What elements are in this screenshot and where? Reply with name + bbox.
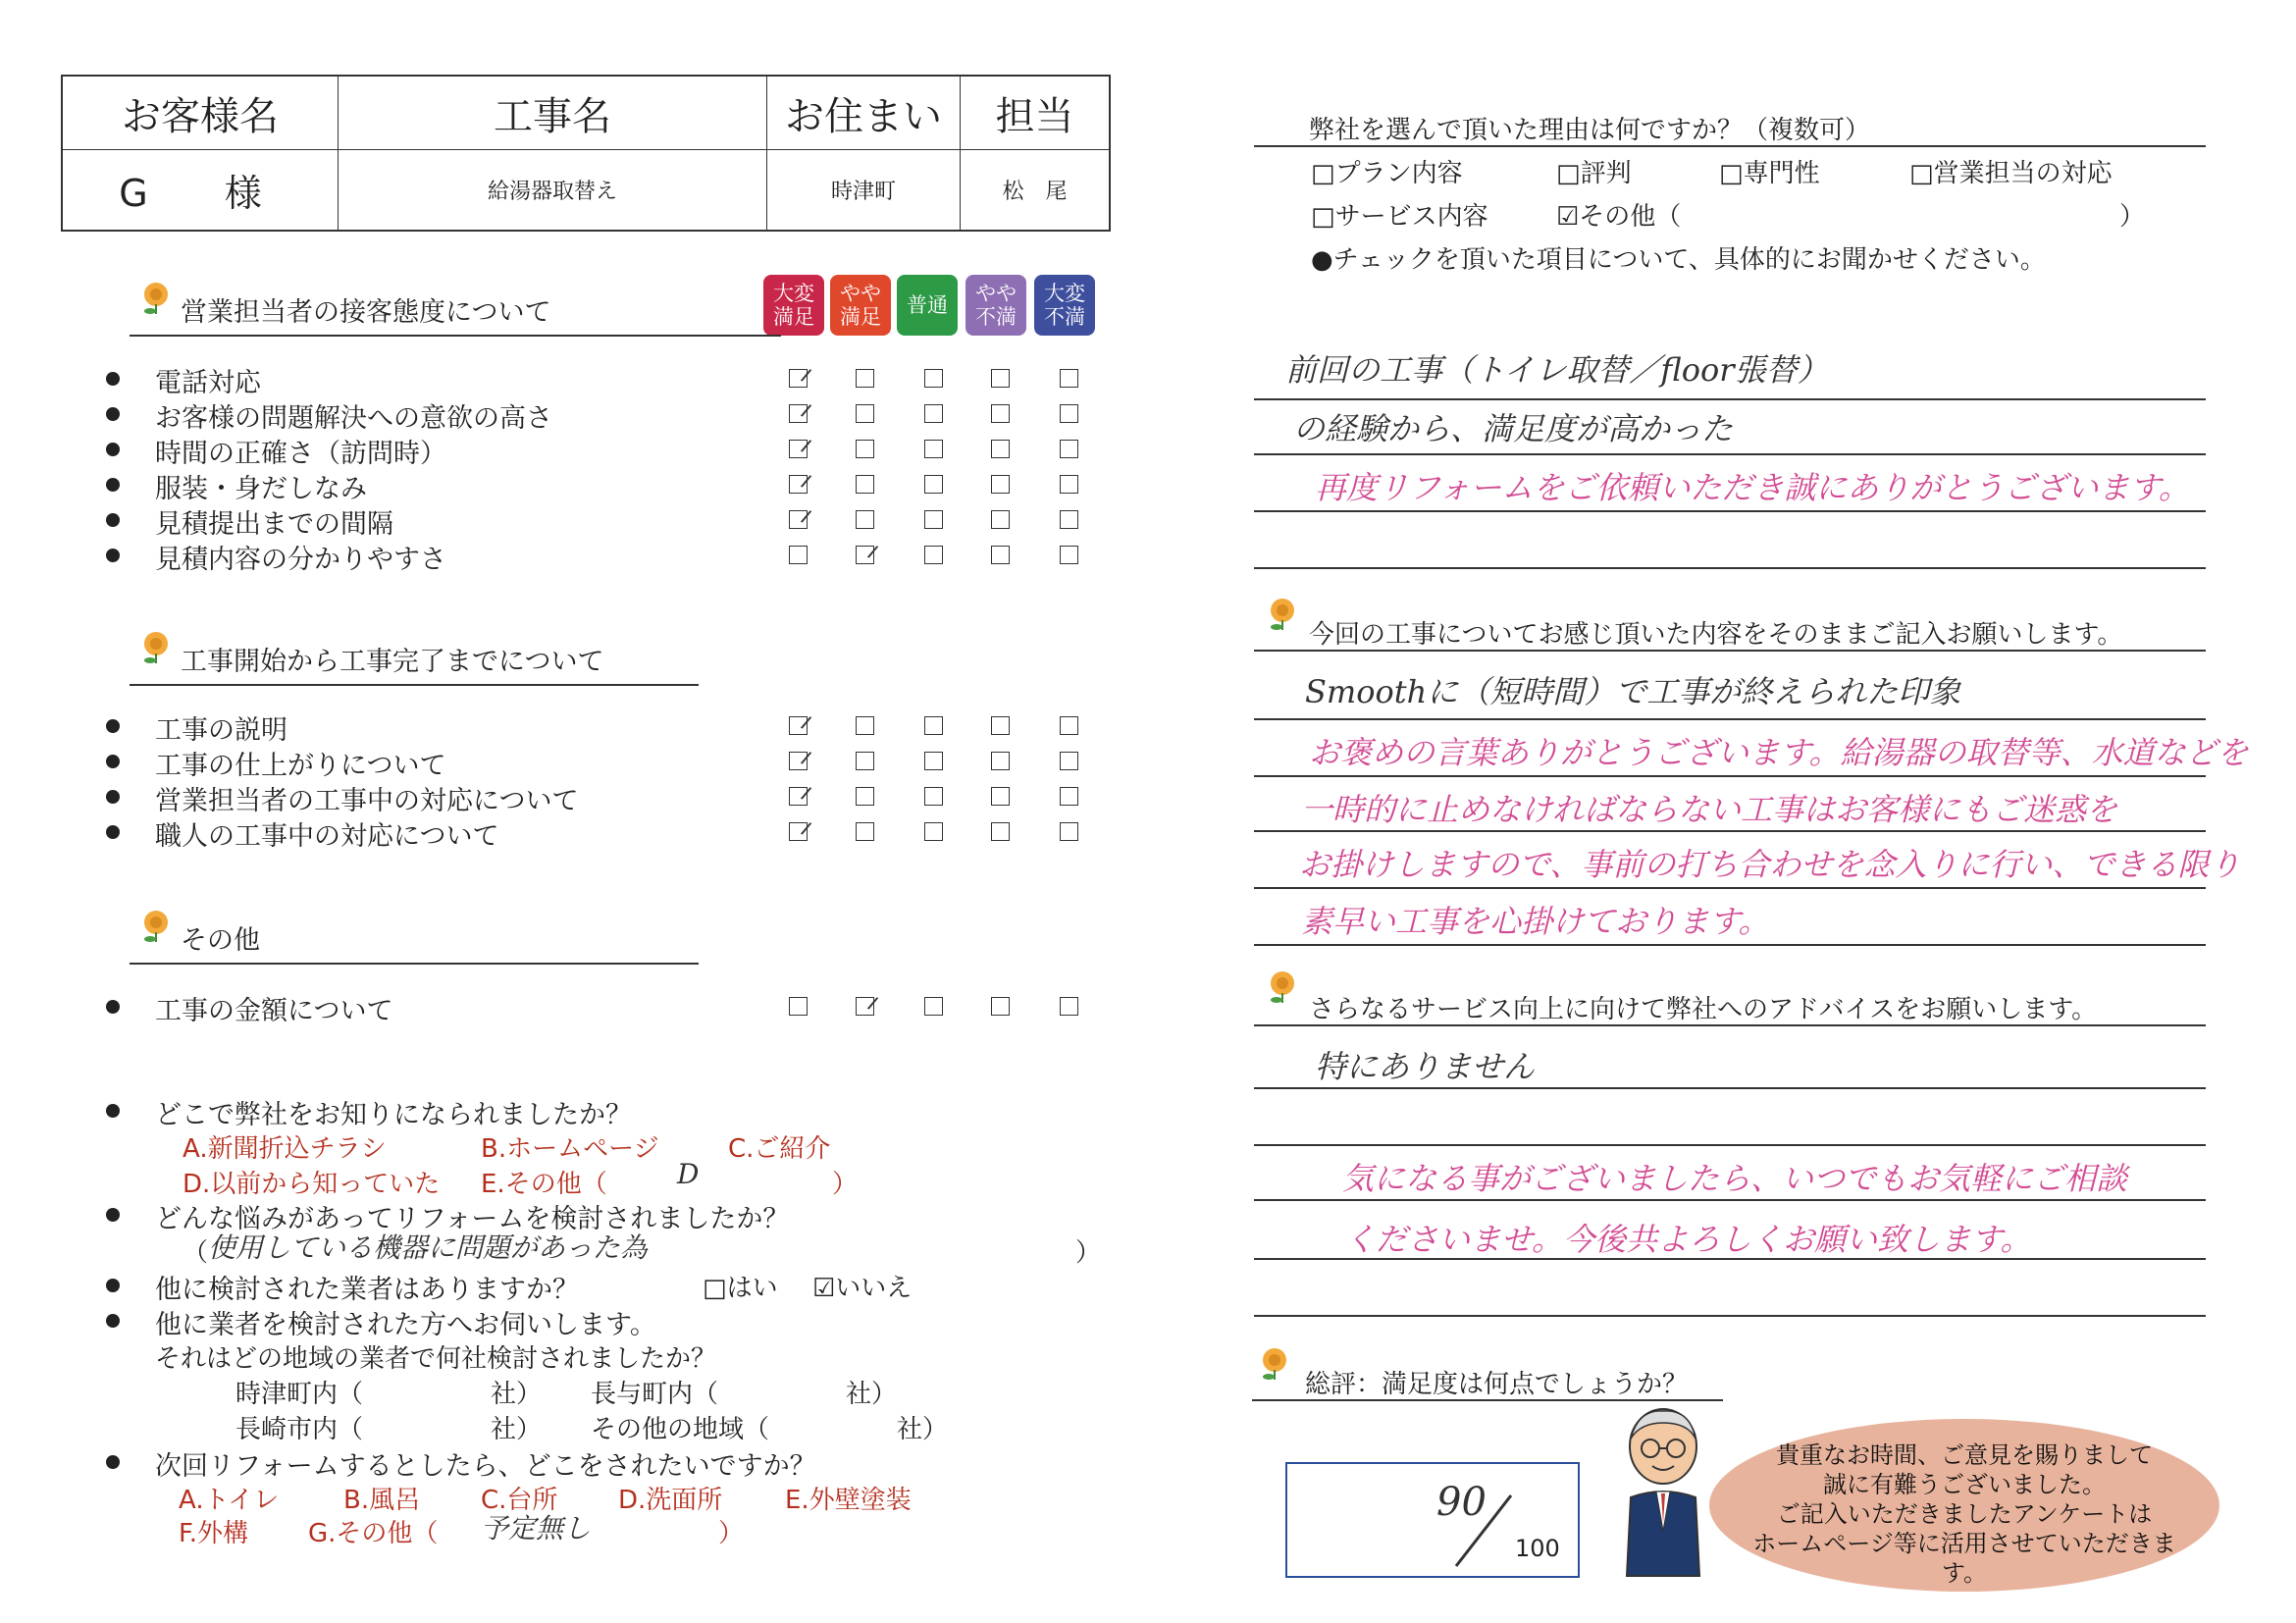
work-name: 給湯器取替え xyxy=(339,150,767,232)
thanks-message-bubble xyxy=(1709,1419,2219,1592)
reason-reply: 再度リフォームをご依頼いただき誠にありがとうございます。 xyxy=(1315,469,2190,506)
rating-checkbox[interactable] xyxy=(789,752,808,770)
reason-review: □評判 xyxy=(1556,159,1632,188)
rating-checkbox[interactable] xyxy=(789,787,808,806)
rating-checkbox[interactable] xyxy=(1060,752,1078,770)
divider xyxy=(1254,1024,2206,1026)
answer-line xyxy=(1254,567,2206,569)
score-slash xyxy=(1450,1492,1519,1570)
reason-plan: □プラン内容 xyxy=(1311,159,1463,188)
rating-checkbox[interactable] xyxy=(856,716,874,735)
rating-checkbox[interactable] xyxy=(856,752,874,770)
rating-checkbox[interactable] xyxy=(856,475,874,494)
rating-checkbox[interactable] xyxy=(1060,510,1078,529)
option-referral: C.ご紹介 xyxy=(728,1134,831,1164)
answer-line xyxy=(1254,775,2206,777)
rating-badge-4: やや 不満 xyxy=(965,275,1026,336)
customer-name: G 様 xyxy=(62,150,339,232)
rating-row-label: 服装・身だしなみ xyxy=(155,474,367,504)
rating-checkbox[interactable] xyxy=(856,404,874,423)
rating-checkbox[interactable] xyxy=(856,510,874,529)
rating-checkbox[interactable] xyxy=(856,369,874,388)
answer-reform-reason: 使用している機器に問題があった為 xyxy=(208,1231,648,1264)
answer-line xyxy=(1254,1315,2206,1317)
rating-row-label: 職人の工事中の対応について xyxy=(155,821,499,852)
answer-line xyxy=(1254,718,2206,720)
area-nagasaki: 長崎市内（ 社） xyxy=(235,1415,543,1444)
impression-reply-line2: 一時的に止めなければならない工事はお客様にもご迷惑を xyxy=(1301,791,2118,828)
answer-next-other: 予定無し xyxy=(481,1512,592,1544)
rating-checkbox[interactable] xyxy=(991,440,1010,458)
rating-checkbox[interactable] xyxy=(1060,440,1078,458)
impression-reply-line4: 素早い工事を心掛けております。 xyxy=(1301,903,1770,940)
rating-checkbox[interactable] xyxy=(991,475,1010,494)
reason-detail-question: ●チェックを頂いた項目について、具体的にお聞かせください。 xyxy=(1311,245,2046,275)
rating-row-label: 営業担当者の工事中の対応について xyxy=(155,786,579,816)
answer-line xyxy=(1254,1087,2206,1089)
advice-answer: 特にありません xyxy=(1315,1048,1536,1085)
thanks-line3: ご記入いただきましたアンケートは xyxy=(1776,1500,2153,1528)
rating-row-label: 工事の金額について xyxy=(155,996,393,1026)
header-work-label: 工事名 xyxy=(339,76,767,150)
area-togitsu: 時津町内（ 社） xyxy=(235,1380,543,1409)
answer-line xyxy=(1254,1258,2206,1260)
rating-checkbox[interactable] xyxy=(924,404,943,423)
advice-question: さらなるサービス向上に向けて弊社へのアドバイスをお願いします。 xyxy=(1309,995,2098,1024)
rating-checkbox[interactable] xyxy=(991,546,1010,564)
rating-row-label: 工事の仕上がりについて xyxy=(155,751,446,781)
answer-line xyxy=(1254,453,2206,455)
rating-checkbox[interactable] xyxy=(1060,822,1078,841)
answer-line xyxy=(1254,830,2206,832)
rating-badge-2: やや 満足 xyxy=(830,275,891,336)
impression-answer: Smoothに（短時間）で工事が終えられた印象 xyxy=(1305,673,1961,710)
reason-question: 弊社を選んで頂いた理由は何ですか？（複数可） xyxy=(1309,116,1871,145)
reason-open-paren: （ xyxy=(183,1238,209,1268)
answer-line xyxy=(1254,510,2206,512)
impression-question: 今回の工事についてお感じ頂いた内容をそのままご記入お願いします。 xyxy=(1309,620,2123,650)
rating-badge-5: 大変 不満 xyxy=(1034,275,1095,336)
rating-row-label: 工事の説明 xyxy=(155,715,287,746)
rating-checkbox[interactable] xyxy=(924,510,943,529)
area-nagayo: 長与町内（ 社） xyxy=(591,1380,898,1409)
impression-reply-line1: お褒めの言葉ありがとうございます。給湯器の取替等、水道などを xyxy=(1309,734,2249,771)
rating-checkbox[interactable] xyxy=(924,546,943,564)
rating-checkbox[interactable] xyxy=(991,716,1010,735)
rating-checkbox[interactable] xyxy=(924,440,943,458)
thanks-line1: 貴重なお時間、ご意見を賜りまして xyxy=(1776,1441,2153,1469)
reason-expert: □専門性 xyxy=(1719,159,1820,188)
rating-checkbox[interactable] xyxy=(789,997,808,1016)
rating-checkbox[interactable] xyxy=(991,369,1010,388)
score-max: 100 xyxy=(1515,1535,1560,1562)
flower-icon xyxy=(139,281,173,316)
rating-checkbox[interactable] xyxy=(991,752,1010,770)
flower-icon xyxy=(1266,969,1299,1005)
customer-header-table xyxy=(61,75,1111,232)
rating-row-label: 見積提出までの間隔 xyxy=(155,509,393,540)
section-title: 営業担当者の接客態度について xyxy=(181,290,550,329)
rating-checkbox[interactable] xyxy=(789,546,808,564)
option-homepage: B.ホームページ xyxy=(481,1134,659,1164)
answer-no: ☑いいえ xyxy=(812,1274,913,1303)
header-area-label: お住まい xyxy=(767,76,961,150)
reason-answer-line2: の経験から、満足度が高かった xyxy=(1293,410,1734,447)
rating-badge-1: 大変 満足 xyxy=(763,275,824,336)
rating-row-label: お客様の問題解決への意欲の高さ xyxy=(155,403,552,434)
rating-checkbox[interactable] xyxy=(1060,369,1078,388)
option-next-other-close: ） xyxy=(718,1519,745,1548)
answer-line xyxy=(1254,1144,2206,1146)
answer-line xyxy=(1254,1199,2206,1201)
reason-sales: □営業担当の対応 xyxy=(1909,159,2113,188)
flower-icon xyxy=(1266,597,1299,632)
rating-checkbox[interactable] xyxy=(789,369,808,388)
reason-answer-line1: 前回の工事（トイレ取替／floor張替） xyxy=(1285,351,1829,389)
thanks-line4: ホームページ等に活用させていただきます。 xyxy=(1752,1530,2176,1587)
rating-checkbox[interactable] xyxy=(789,716,808,735)
rating-checkbox[interactable] xyxy=(1060,787,1078,806)
reason-close-paren: ） xyxy=(1075,1238,1102,1268)
thanks-line2: 誠に有難うございました。 xyxy=(1823,1471,2106,1498)
rating-badge-3: 普通 xyxy=(897,275,958,336)
option-exterior: F.外構 xyxy=(179,1519,249,1548)
option-bath: B.風呂 xyxy=(343,1486,421,1515)
rating-checkbox[interactable] xyxy=(856,440,874,458)
option-exterior-paint: E.外壁塗装 xyxy=(785,1486,912,1515)
rating-checkbox[interactable] xyxy=(1060,716,1078,735)
rating-checkbox[interactable] xyxy=(789,404,808,423)
option-known-before: D.以前から知っていた xyxy=(183,1170,441,1199)
reason-other-close: ） xyxy=(2119,202,2146,232)
rating-checkbox[interactable] xyxy=(924,716,943,735)
rating-checkbox[interactable] xyxy=(924,475,943,494)
rating-checkbox[interactable] xyxy=(924,752,943,770)
header-customer-label: お客様名 xyxy=(62,76,339,150)
rating-checkbox[interactable] xyxy=(991,510,1010,529)
impression-reply-line3: お掛けしますので、事前の打ち合わせを念入りに行い、できる限り xyxy=(1299,846,2241,883)
section-title: その他 xyxy=(181,918,260,957)
option-other-close: ） xyxy=(832,1170,859,1199)
option-kitchen: C.台所 xyxy=(481,1486,558,1515)
area-other: その他の地域（ 社） xyxy=(591,1415,949,1444)
question-area-detail: それはどの地域の業者で何社検討されましたか？ xyxy=(155,1344,717,1374)
rating-checkbox[interactable] xyxy=(1060,546,1078,564)
rating-checkbox[interactable] xyxy=(924,369,943,388)
rating-checkbox[interactable] xyxy=(856,997,874,1016)
rating-checkbox[interactable] xyxy=(789,475,808,494)
rating-checkbox[interactable] xyxy=(789,440,808,458)
rating-checkbox[interactable] xyxy=(924,997,943,1016)
answer-yes: □はい xyxy=(703,1274,778,1303)
answer-line xyxy=(1254,398,2206,400)
option-toilet: A.トイレ xyxy=(179,1486,280,1515)
rating-checkbox[interactable] xyxy=(991,997,1010,1016)
divider xyxy=(1252,1399,1723,1401)
rating-checkbox[interactable] xyxy=(1060,475,1078,494)
rating-checkbox[interactable] xyxy=(789,822,808,841)
flower-icon xyxy=(1258,1346,1291,1382)
staff-mascot-icon xyxy=(1609,1403,1717,1580)
answer-line xyxy=(1254,944,2206,946)
flower-icon xyxy=(139,630,173,665)
rating-checkbox[interactable] xyxy=(991,822,1010,841)
staff-name: 松 尾 xyxy=(961,150,1111,232)
rating-checkbox[interactable] xyxy=(991,404,1010,423)
option-newspaper: A.新聞折込チラシ xyxy=(183,1134,387,1164)
section-title: 工事開始から工事完了までについて xyxy=(181,640,603,678)
divider xyxy=(1254,650,2206,652)
divider xyxy=(1254,145,2206,147)
option-washroom: D.洗面所 xyxy=(618,1486,723,1515)
advice-reply-line2: くださいませ。今後共よろしくお願い致します。 xyxy=(1344,1221,2032,1258)
reason-other: ☑その他（ xyxy=(1556,202,1682,232)
rating-checkbox[interactable] xyxy=(924,787,943,806)
answer-line xyxy=(1254,887,2206,889)
advice-reply-line1: 気になる事がございましたら、いつでもお気軽にご相談 xyxy=(1342,1160,2128,1197)
rating-checkbox[interactable] xyxy=(856,787,874,806)
rating-row-label: 見積内容の分かりやすさ xyxy=(155,545,446,575)
rating-checkbox[interactable] xyxy=(856,546,874,564)
reason-service: □サービス内容 xyxy=(1311,202,1488,232)
flower-icon xyxy=(139,909,173,944)
rating-checkbox[interactable] xyxy=(1060,404,1078,423)
rating-checkbox[interactable] xyxy=(924,822,943,841)
rating-checkbox[interactable] xyxy=(789,510,808,529)
customer-area: 時津町 xyxy=(767,150,961,232)
header-staff-label: 担当 xyxy=(961,76,1111,150)
score-value: 90 xyxy=(1436,1480,1487,1525)
rating-checkbox[interactable] xyxy=(1060,997,1078,1016)
rating-checkbox[interactable] xyxy=(856,822,874,841)
rating-checkbox[interactable] xyxy=(991,787,1010,806)
option-next-other: G.その他（ xyxy=(308,1519,439,1548)
rating-row-label: 電話対応 xyxy=(155,368,261,398)
score-box xyxy=(1285,1462,1580,1578)
score-question: 総評：満足度は何点でしょうか？ xyxy=(1305,1370,1689,1399)
answer-other-source: D xyxy=(677,1158,700,1190)
rating-row-label: 時間の正確さ（訪問時） xyxy=(155,439,446,469)
option-other: E.その他（ xyxy=(481,1170,607,1199)
